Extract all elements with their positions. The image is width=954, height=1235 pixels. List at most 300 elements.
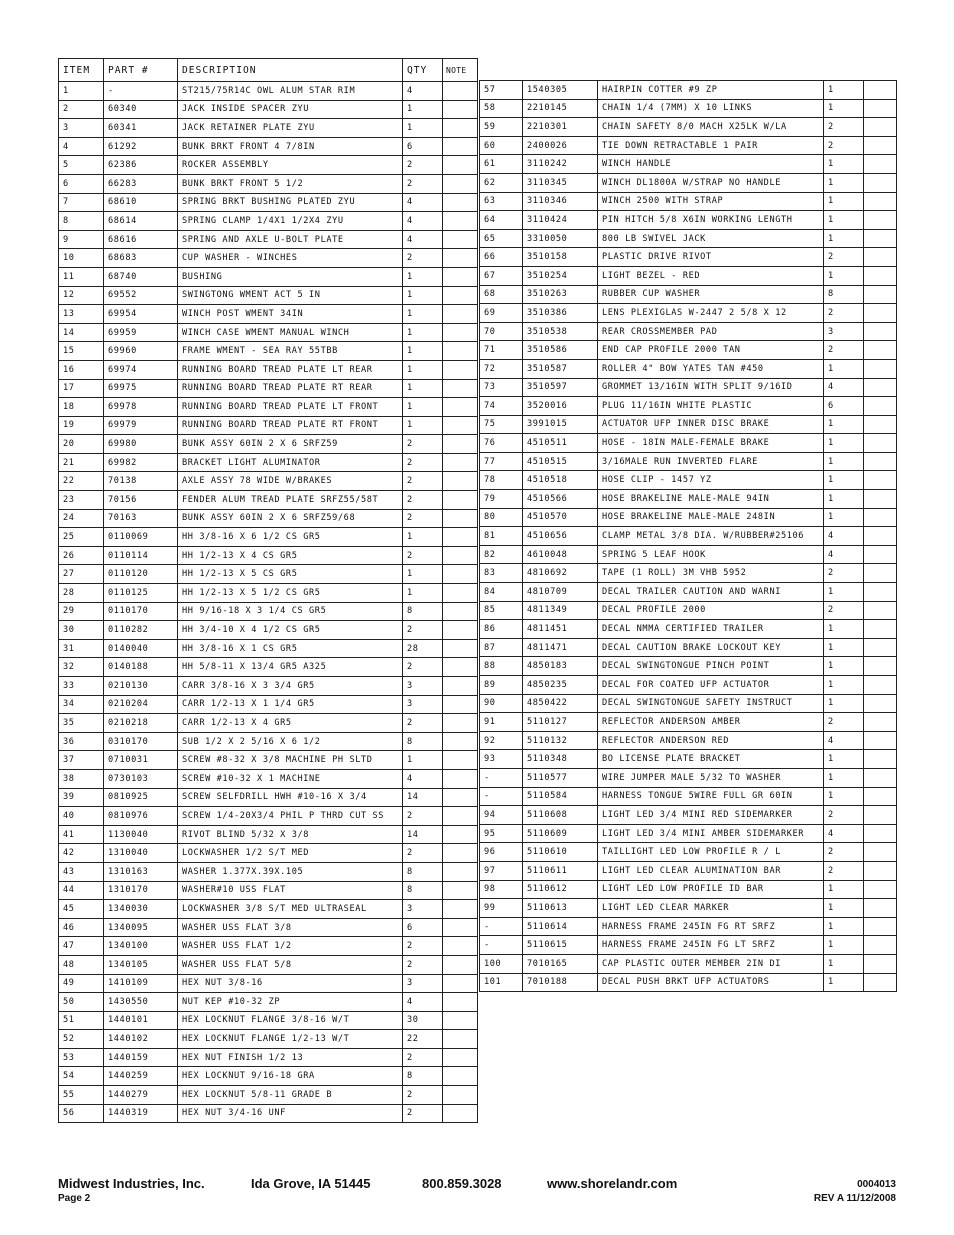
table-row (59, 602, 478, 621)
table-row (59, 174, 478, 193)
note-cell (864, 285, 897, 304)
note-cell (864, 545, 897, 564)
table-row (59, 695, 478, 714)
note-cell (864, 341, 897, 360)
item-number-cell: 73 (480, 378, 523, 397)
part-number-cell: 0810925 (104, 788, 178, 807)
part-number-cell: 5110614 (523, 917, 598, 936)
note-cell (864, 694, 897, 713)
table-row (59, 844, 478, 863)
description-cell: BUNK BRKT FRONT 4 7/8IN (178, 137, 403, 156)
note-cell (864, 899, 897, 918)
table-row (59, 677, 478, 696)
part-number-cell: 0110114 (104, 546, 178, 565)
description-cell: NUT KEP #10-32 ZP (178, 993, 403, 1012)
table-row (480, 211, 897, 230)
table-row (480, 359, 897, 378)
note-cell (443, 862, 478, 881)
note-cell (443, 174, 478, 193)
note-cell (864, 731, 897, 750)
note-cell (443, 1048, 478, 1067)
note-cell (443, 286, 478, 305)
item-number-cell: 69 (480, 304, 523, 323)
part-number-cell: 69552 (104, 286, 178, 305)
table-row (59, 119, 478, 138)
item-number-cell: 57 (480, 81, 523, 100)
item-number-cell: 63 (480, 192, 523, 211)
description-cell: HEX LOCKNUT 5/8-11 GRADE B (178, 1086, 403, 1105)
note-cell (864, 861, 897, 880)
description-cell: HEX LOCKNUT FLANGE 1/2-13 W/T (178, 1030, 403, 1049)
part-number-cell: 5110584 (523, 787, 598, 806)
description-cell: ROCKER ASSEMBLY (178, 156, 403, 175)
qty-cell: 1 (824, 266, 864, 285)
item-number-cell: 3 (59, 119, 104, 138)
qty-cell: 1 (824, 490, 864, 509)
description-cell: HARNESS TONGUE 5WIRE FULL GR 60IN (598, 787, 824, 806)
description-cell: HOSE - 18IN MALE-FEMALE BRAKE (598, 434, 824, 453)
item-number-cell: 59 (480, 118, 523, 137)
item-number-cell: 28 (59, 584, 104, 603)
part-number-cell: 4810709 (523, 583, 598, 602)
description-cell: BUSHING (178, 267, 403, 286)
item-number-cell: 31 (59, 639, 104, 658)
item-number-cell: 93 (480, 750, 523, 769)
item-number-cell: 89 (480, 676, 523, 695)
part-number-cell: 68683 (104, 249, 178, 268)
note-cell (443, 212, 478, 231)
part-number-cell: 4850183 (523, 657, 598, 676)
table-row (59, 379, 478, 398)
description-cell: HEX LOCKNUT FLANGE 3/8-16 W/T (178, 1011, 403, 1030)
table-row (480, 583, 897, 602)
table-row (480, 824, 897, 843)
part-number-cell: 1310163 (104, 862, 178, 881)
table-row (59, 825, 478, 844)
part-number-cell: 3510254 (523, 266, 598, 285)
part-number-cell: - (104, 82, 178, 101)
part-number-cell: 3310050 (523, 229, 598, 248)
part-number-cell: 69954 (104, 305, 178, 324)
part-number-cell: 1310170 (104, 881, 178, 900)
item-number-cell: 2 (59, 100, 104, 119)
note-cell (864, 973, 897, 992)
table-row (480, 694, 897, 713)
description-cell: CARR 1/2-13 X 4 GR5 (178, 714, 403, 733)
description-cell: SPRING 5 LEAF HOOK (598, 545, 824, 564)
table-row (59, 565, 478, 584)
description-cell: SCREW SELFDRILL HWH #10-16 X 3/4 (178, 788, 403, 807)
description-cell: SUB 1/2 X 2 5/16 X 6 1/2 (178, 732, 403, 751)
qty-cell: 4 (403, 212, 443, 231)
description-cell: SCREW 1/4-20X3/4 PHIL P THRD CUT SS (178, 807, 403, 826)
qty-cell: 2 (403, 844, 443, 863)
part-number-cell: 1440259 (104, 1067, 178, 1086)
note-cell (443, 491, 478, 510)
item-number-cell: 82 (480, 545, 523, 564)
table-row (480, 397, 897, 416)
part-number-cell: 69978 (104, 398, 178, 417)
item-number-cell: 54 (59, 1067, 104, 1086)
description-cell: RIVOT BLIND 5/32 X 3/8 (178, 825, 403, 844)
item-number-cell: 78 (480, 471, 523, 490)
qty-cell: 2 (403, 435, 443, 454)
qty-cell: 1 (824, 192, 864, 211)
description-cell: JACK RETAINER PLATE ZYU (178, 119, 403, 138)
description-cell: HH 9/16-18 X 3 1/4 CS GR5 (178, 602, 403, 621)
item-number-cell: 16 (59, 360, 104, 379)
item-number-cell: 17 (59, 379, 104, 398)
qty-cell: 6 (403, 918, 443, 937)
item-number-cell: 68 (480, 285, 523, 304)
item-number-cell: 64 (480, 211, 523, 230)
item-number-cell: 51 (59, 1011, 104, 1030)
table-row (59, 862, 478, 881)
part-number-cell: 69960 (104, 342, 178, 361)
description-cell: REFLECTOR ANDERSON RED (598, 731, 824, 750)
table-row (59, 342, 478, 361)
item-number-cell: 62 (480, 173, 523, 192)
description-cell: LIGHT LED 3/4 MINI RED SIDEMARKER (598, 806, 824, 825)
item-number-cell: 20 (59, 435, 104, 454)
item-number-cell: 47 (59, 937, 104, 956)
qty-cell: 2 (403, 249, 443, 268)
description-cell: WINCH POST WMENT 34IN (178, 305, 403, 324)
description-cell: HOSE CLIP - 1457 YZ (598, 471, 824, 490)
qty-cell: 1 (403, 565, 443, 584)
item-number-cell: 33 (59, 677, 104, 696)
note-cell (443, 602, 478, 621)
qty-cell: 1 (824, 81, 864, 100)
item-number-cell: 98 (480, 880, 523, 899)
description-cell: HH 3/8-16 X 1 CS GR5 (178, 639, 403, 658)
qty-cell: 2 (824, 564, 864, 583)
description-cell: HARNESS FRAME 245IN FG RT SRFZ (598, 917, 824, 936)
note-cell (864, 936, 897, 955)
part-number-cell: 7010188 (523, 973, 598, 992)
note-cell (443, 881, 478, 900)
part-number-cell: 68740 (104, 267, 178, 286)
note-cell (864, 99, 897, 118)
part-number-cell: 3510586 (523, 341, 598, 360)
qty-cell: 1 (824, 657, 864, 676)
table-row (480, 173, 897, 192)
item-number-cell: 56 (59, 1104, 104, 1123)
table-row (59, 658, 478, 677)
item-number-cell: 60 (480, 136, 523, 155)
note-cell (864, 880, 897, 899)
item-number-cell: - (480, 917, 523, 936)
note-cell (864, 452, 897, 471)
part-number-cell: 4610048 (523, 545, 598, 564)
item-number-cell: 97 (480, 861, 523, 880)
description-cell: RUNNING BOARD TREAD PLATE LT REAR (178, 360, 403, 379)
qty-cell: 3 (824, 322, 864, 341)
qty-cell: 6 (403, 137, 443, 156)
parts-table-right (479, 80, 897, 992)
description-cell: ST215/75R14C OWL ALUM STAR RIM (178, 82, 403, 101)
note-cell (443, 1011, 478, 1030)
part-number-cell: 0140188 (104, 658, 178, 677)
note-cell (864, 676, 897, 695)
parts-table-right-body (480, 81, 897, 992)
item-number-cell: 45 (59, 900, 104, 919)
part-number-cell: 62386 (104, 156, 178, 175)
note-cell (864, 81, 897, 100)
table-row (480, 341, 897, 360)
description-cell: WASHER#10 USS FLAT (178, 881, 403, 900)
note-cell (443, 732, 478, 751)
qty-cell: 1 (824, 471, 864, 490)
part-number-cell: 4850235 (523, 676, 598, 695)
part-number-cell: 5110348 (523, 750, 598, 769)
part-number-cell: 5110577 (523, 768, 598, 787)
item-number-cell: 24 (59, 509, 104, 528)
table-row (480, 936, 897, 955)
table-row (480, 118, 897, 137)
footer-company: Midwest Industries, Inc. (58, 1176, 205, 1191)
note-cell (443, 974, 478, 993)
item-number-cell: 35 (59, 714, 104, 733)
item-number-cell: 8 (59, 212, 104, 231)
table-row (480, 880, 897, 899)
description-cell: HEX NUT 3/4-16 UNF (178, 1104, 403, 1123)
part-number-cell: 0210130 (104, 677, 178, 696)
part-number-cell: 69979 (104, 416, 178, 435)
note-cell (443, 825, 478, 844)
table-row (59, 807, 478, 826)
item-number-cell: 23 (59, 491, 104, 510)
qty-cell: 1 (824, 173, 864, 192)
item-number-cell: 74 (480, 397, 523, 416)
qty-cell: 1 (824, 638, 864, 657)
note-cell (864, 713, 897, 732)
description-cell: RUNNING BOARD TREAD PLATE RT REAR (178, 379, 403, 398)
note-cell (443, 1104, 478, 1123)
qty-cell: 2 (403, 546, 443, 565)
qty-cell: 4 (824, 824, 864, 843)
table-row (480, 99, 897, 118)
part-number-cell: 3510597 (523, 378, 598, 397)
table-row (59, 546, 478, 565)
part-number-cell: 7010165 (523, 954, 598, 973)
note-cell (864, 527, 897, 546)
description-cell: WASHER USS FLAT 1/2 (178, 937, 403, 956)
item-number-cell: 65 (480, 229, 523, 248)
part-number-cell: 0810976 (104, 807, 178, 826)
table-row (59, 360, 478, 379)
part-number-cell: 60340 (104, 100, 178, 119)
description-cell: DECAL FOR COATED UFP ACTUATOR (598, 676, 824, 695)
qty-cell: 1 (403, 305, 443, 324)
item-number-cell: 53 (59, 1048, 104, 1067)
note-cell (864, 620, 897, 639)
qty-cell: 1 (824, 583, 864, 602)
qty-cell: 1 (824, 620, 864, 639)
note-cell (864, 806, 897, 825)
qty-cell: 22 (403, 1030, 443, 1049)
item-number-cell: 52 (59, 1030, 104, 1049)
part-number-cell: 3510158 (523, 248, 598, 267)
note-cell (443, 677, 478, 696)
qty-cell: 1 (403, 379, 443, 398)
description-cell: FRAME WMENT - SEA RAY 55TBB (178, 342, 403, 361)
qty-cell: 1 (824, 229, 864, 248)
table-row (59, 305, 478, 324)
footer-doc-number: 0004013 (857, 1179, 896, 1190)
part-number-cell: 70163 (104, 509, 178, 528)
part-number-cell: 1440101 (104, 1011, 178, 1030)
item-number-cell: 39 (59, 788, 104, 807)
description-cell: DECAL SWINGTONGUE PINCH POINT (598, 657, 824, 676)
part-number-cell: 1340095 (104, 918, 178, 937)
table-row (59, 937, 478, 956)
footer-website[interactable]: www.shorelandr.com (547, 1176, 678, 1191)
part-number-cell: 3510538 (523, 322, 598, 341)
part-number-cell: 1440279 (104, 1086, 178, 1105)
item-number-cell: 44 (59, 881, 104, 900)
qty-cell: 2 (403, 621, 443, 640)
description-cell: TAILLIGHT LED LOW PROFILE R / L (598, 843, 824, 862)
description-cell: ROLLER 4" BOW YATES TAN #450 (598, 359, 824, 378)
note-cell (443, 528, 478, 547)
item-number-cell: 75 (480, 415, 523, 434)
qty-cell: 1 (403, 398, 443, 417)
description-cell: HH 1/2-13 X 5 CS GR5 (178, 565, 403, 584)
table-row (480, 508, 897, 527)
qty-cell: 8 (403, 862, 443, 881)
part-number-cell: 1130040 (104, 825, 178, 844)
note-cell (864, 601, 897, 620)
note-cell (864, 229, 897, 248)
item-number-cell: 19 (59, 416, 104, 435)
part-number-cell: 1440319 (104, 1104, 178, 1123)
note-cell (443, 807, 478, 826)
part-number-cell: 69974 (104, 360, 178, 379)
item-number-cell: 71 (480, 341, 523, 360)
item-number-cell: 12 (59, 286, 104, 305)
part-number-cell: 0110125 (104, 584, 178, 603)
part-number-cell: 70138 (104, 472, 178, 491)
note-cell (443, 435, 478, 454)
table-row (480, 192, 897, 211)
note-cell (443, 584, 478, 603)
note-cell (443, 305, 478, 324)
part-number-cell: 3110242 (523, 155, 598, 174)
table-row (480, 155, 897, 174)
table-row (59, 491, 478, 510)
qty-cell: 1 (824, 973, 864, 992)
note-cell (443, 918, 478, 937)
item-number-cell: 36 (59, 732, 104, 751)
qty-cell: 2 (824, 118, 864, 137)
item-number-cell: 6 (59, 174, 104, 193)
part-number-cell: 66283 (104, 174, 178, 193)
footer-phone: 800.859.3028 (422, 1176, 502, 1191)
item-number-cell: 92 (480, 731, 523, 750)
item-number-cell: 18 (59, 398, 104, 417)
item-number-cell: 80 (480, 508, 523, 527)
table-row (59, 955, 478, 974)
note-cell (864, 192, 897, 211)
description-cell: DECAL TRAILER CAUTION AND WARNI (598, 583, 824, 602)
qty-cell: 1 (403, 416, 443, 435)
qty-cell: 8 (403, 1067, 443, 1086)
qty-cell: 2 (403, 1048, 443, 1067)
qty-cell: 2 (824, 861, 864, 880)
note-cell (864, 118, 897, 137)
note-cell (443, 788, 478, 807)
description-cell: CHAIN SAFETY 8/0 MACH X25LK W/LA (598, 118, 824, 137)
part-number-cell: 69975 (104, 379, 178, 398)
note-cell (443, 360, 478, 379)
item-number-cell: 100 (480, 954, 523, 973)
qty-cell: 1 (824, 936, 864, 955)
table-row (59, 416, 478, 435)
description-cell: RUNNING BOARD TREAD PLATE LT FRONT (178, 398, 403, 417)
table-row (59, 714, 478, 733)
note-cell (864, 583, 897, 602)
item-number-cell: 46 (59, 918, 104, 937)
description-cell: END CAP PROFILE 2000 TAN (598, 341, 824, 360)
item-number-cell: 11 (59, 267, 104, 286)
description-cell: PIN HITCH 5/8 X6IN WORKING LENGTH (598, 211, 824, 230)
table-row (59, 974, 478, 993)
description-cell: ACTUATOR UFP INNER DISC BRAKE (598, 415, 824, 434)
qty-cell: 3 (403, 974, 443, 993)
note-cell (443, 193, 478, 212)
note-cell (864, 136, 897, 155)
table-row (480, 806, 897, 825)
qty-cell: 2 (824, 136, 864, 155)
note-cell (443, 955, 478, 974)
item-number-cell: 79 (480, 490, 523, 509)
description-cell: 800 LB SWIVEL JACK (598, 229, 824, 248)
note-cell (443, 416, 478, 435)
note-cell (443, 509, 478, 528)
note-cell (443, 751, 478, 770)
part-number-cell: 1340105 (104, 955, 178, 974)
part-number-cell: 3110424 (523, 211, 598, 230)
note-cell (864, 359, 897, 378)
part-number-cell: 60341 (104, 119, 178, 138)
qty-cell: 1 (824, 954, 864, 973)
description-cell: DECAL PROFILE 2000 (598, 601, 824, 620)
qty-cell: 4 (403, 82, 443, 101)
qty-cell: 1 (403, 267, 443, 286)
item-number-cell: 5 (59, 156, 104, 175)
note-cell (864, 638, 897, 657)
header-note: NOTE (443, 59, 478, 82)
table-row (480, 713, 897, 732)
item-number-cell: - (480, 768, 523, 787)
table-row (59, 1086, 478, 1105)
part-number-cell: 5110609 (523, 824, 598, 843)
qty-cell: 1 (824, 211, 864, 230)
note-cell (443, 565, 478, 584)
note-cell (443, 937, 478, 956)
qty-cell: 1 (403, 528, 443, 547)
qty-cell: 4 (403, 230, 443, 249)
qty-cell: 2 (824, 304, 864, 323)
note-cell (864, 266, 897, 285)
part-number-cell: 1440159 (104, 1048, 178, 1067)
qty-cell: 8 (403, 881, 443, 900)
qty-cell: 2 (403, 807, 443, 826)
item-number-cell: 55 (59, 1086, 104, 1105)
description-cell: DECAL SWINGTONGUE SAFETY INSTRUCT (598, 694, 824, 713)
qty-cell: 4 (403, 769, 443, 788)
